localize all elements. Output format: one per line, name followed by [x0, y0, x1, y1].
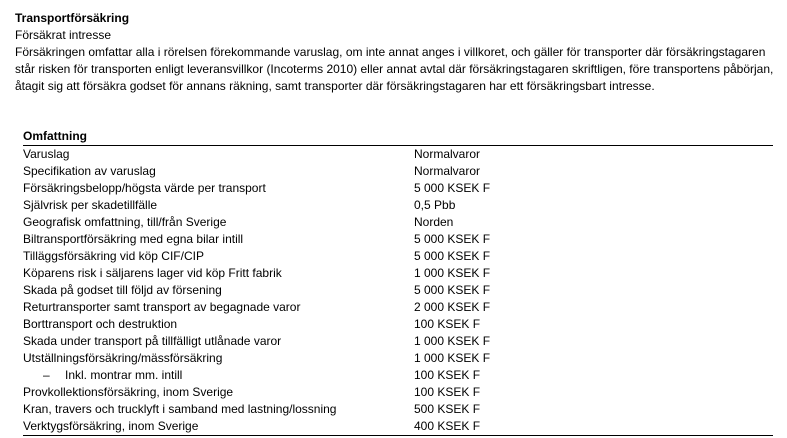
row-value: 100 KSEK F	[414, 385, 481, 399]
section-subtitle: Försäkrat intresse	[15, 28, 112, 42]
document-title: Transportförsäkring	[15, 11, 130, 25]
row-label: Köparens risk i säljarens lager vid köp Fritt fabrik	[23, 266, 282, 280]
table-row	[23, 214, 773, 231]
coverage-paragraph: Försäkringen omfattar alla i rörelsen förekommande varuslag, om inte annat anges i villkoret, och gäller för transporter där försäkringstagaren står risken för transporten enligt leveransvillkor (Incoterms 2010) eller annat avtal där försäkringstagaren skriftligen, före transportens påbörjan, åtagit sig att försäkra godset för annans räkning, samt transporter där försäkringstagaren har ett försäkringsbart intresse.	[15, 45, 774, 93]
row-value: 100 KSEK F	[414, 368, 481, 382]
table-row	[23, 299, 773, 316]
row-label: Skada på godset till följd av försening	[23, 283, 222, 297]
table-row	[23, 316, 773, 333]
row-value: 500 KSEK F	[414, 402, 481, 416]
row-value: 1 000 KSEK F	[414, 351, 491, 365]
row-label: Verktygsförsäkring, inom Sverige	[23, 419, 199, 433]
row-label: Självrisk per skadetillfälle	[23, 198, 158, 212]
row-value: 5 000 KSEK F	[414, 283, 491, 297]
table-row	[23, 418, 773, 435]
row-value: Norden	[414, 215, 454, 229]
row-value: 400 KSEK F	[414, 419, 481, 433]
row-label: Specifikation av varuslag	[23, 164, 156, 178]
row-value: 1 000 KSEK F	[414, 266, 491, 280]
row-value: 2 000 KSEK F	[414, 300, 491, 314]
table-row	[23, 333, 773, 350]
row-value: 5 000 KSEK F	[414, 232, 491, 246]
table-row	[23, 367, 773, 384]
row-value: 100 KSEK F	[414, 317, 481, 331]
coverage-table	[23, 128, 773, 436]
row-label: Försäkringsbelopp/högsta värde per transport	[23, 181, 266, 195]
table-row	[23, 248, 773, 265]
document	[15, 10, 780, 95]
row-label: Varuslag	[23, 147, 70, 161]
row-label: Returtransporter samt transport av begagnade varor	[23, 300, 301, 314]
row-value: 5 000 KSEK F	[414, 249, 491, 263]
table-row	[23, 163, 773, 180]
row-value: 1 000 KSEK F	[414, 334, 491, 348]
table-row	[23, 401, 773, 418]
row-label: Borttransport och destruktion	[23, 317, 178, 331]
row-value: Normalvaror	[414, 147, 481, 161]
row-label: Inkl. montrar mm. intill	[65, 368, 183, 382]
table-row	[23, 197, 773, 214]
table-row	[23, 146, 773, 163]
table-row	[23, 282, 773, 299]
table-bottom-rule	[23, 435, 773, 436]
table-header: Omfattning	[23, 128, 773, 146]
row-label: Tilläggsförsäkring vid köp CIF/CIP	[23, 249, 204, 263]
row-value: Normalvaror	[414, 164, 481, 178]
row-label: Provkollektionsförsäkring, inom Sverige	[23, 385, 234, 399]
row-label: Geografisk omfattning, till/från Sverige	[23, 215, 227, 229]
row-label: Biltransportförsäkring med egna bilar intill	[23, 232, 244, 246]
row-value: 5 000 KSEK F	[414, 181, 491, 195]
row-label: Utställningsförsäkring/mässförsäkring	[23, 351, 223, 365]
row-label: Kran, travers och trucklyft i samband med lastning/lossning	[23, 402, 337, 416]
table-row	[23, 384, 773, 401]
table-row	[23, 265, 773, 282]
table-body	[23, 146, 773, 435]
row-dash: –	[43, 368, 50, 382]
row-value: 0,5 Pbb	[414, 198, 456, 212]
table-row	[23, 350, 773, 367]
table-row	[23, 231, 773, 248]
table-row	[23, 180, 773, 197]
row-label: Skada under transport på tillfälligt utlånade varor	[23, 334, 282, 348]
